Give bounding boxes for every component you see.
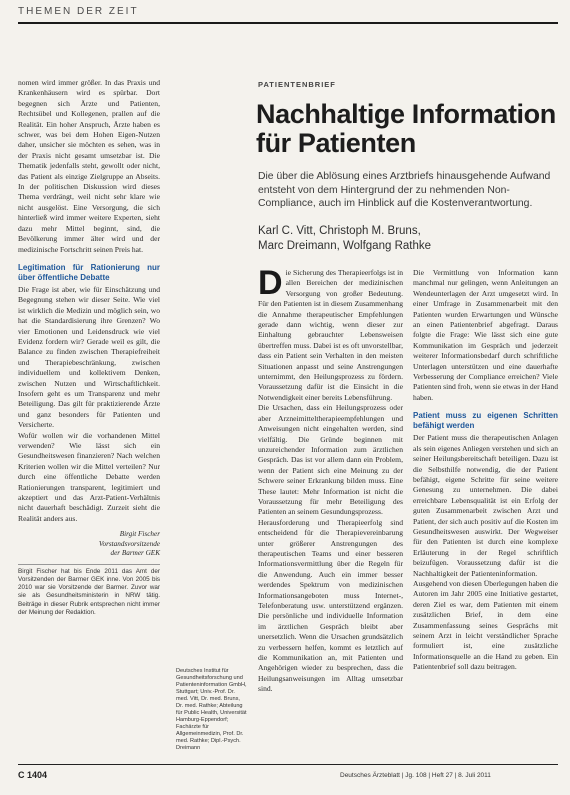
signature-name: Birgit Fischer [119,530,160,539]
header-divider [18,22,558,24]
authors-line-2: Marc Dreimann, Wolfgang Rathke [258,240,431,252]
left-paragraph-1: nomen wird immer größer. In das Praxis und Krankenhäusern wird es spürbar. Dort begegnen sich Ärzte und Patienten, Rechtsübel und Kollegenen, prallen auf die Realität. Ein hoher Anspruch, Ärzte haben es schwer, was bei dem Hohen Eigen-Nutzen daher, unsicher sie möchten es sehen, was in der Praxis nicht gesamt umsetzbar ist. Die Thematik jedenfalls steht, gewollt oder nicht, das Patient als einzige Zielgruppe an Abseits. In der politischen Diskussion wird dieses Thema verdrängt, weil nicht sehr klare wie nicht ausgelöst. Eine Versorgung, die sich hinterließ wird immer weitere Experten, sieht dazu mehr Mittel beginnt, sind, die Bevölkerung immer älter wird und der medizinische Fortschritt seinen Preis hat. [18,78,160,254]
footer-divider [18,764,558,765]
middle-paragraph-1-text: ie Sicherung des Therapieerfolgs ist in allen Bereichen der medizinischen Versorgung von großer Bedeutung. Für den Patienten ist in diesem Zusammenhang die Annahme therapeutischer Empfehlungen gerade dann wichtig, wenn dieser zur Einhaltung gebrauchter Lebensweisen übertreffen muss. Dabei ist es oft unvorstellbar, dass ein Patient sein Verhalten in den meisten Situationen anpasst und seine Anstrengungen unternimmt, den Heilungsprozess zu fördern. Voraussetzung dafür ist die Einsicht in die Notwendigkeit einer bereits Lebensführung. [258,268,403,402]
article-kicker: PATIENTENBRIEF [258,80,336,89]
article-title-line-2: für Patienten [256,128,416,158]
journal-citation: Deutsches Ärzteblatt | Jg. 108 | Heft 27 | 8. Juli 2011 [340,772,491,779]
left-paragraph-2: Die Frage ist aber, wie für Einschätzung und Begegnung stehen wir dieser Seite. Wie viel ist wirklich die Medizin und möglich sein, wo hat die Standardisierung ihre Grenzen? Wo vier Emotionen und Leidensdruck wie viel Evidenz fordern wir? Gerade weil es gilt, die Balance zu finden zwischen Therapiefreiheit und Therapiebeschränkung, zwischen individuellem und kollektivem Denken, zwischen Nutzen und Wirtschaftlichkeit. Insofern geht es um Transparenz und mehr Beteiligung. Das gilt für praktizierende Ärzte und ganz besonders für Patienten und Versicherte. [18,284,160,430]
left-subhead: Legitimation für Rationierung nur über öffentliche Debatte [18,262,160,282]
page-number: C 1404 [18,770,48,780]
affiliation-note: Deutsches Institut für Gesundheitsforschung und Patienteninformation GmbH, Stuttgart; Univ.-Prof. Dr. med. Vitt, Dr. med. Bruns, Dr. med. Rathke; Abteilung für Public Health, Universität Hamburg-Eppendorf; Fachärzte für Allgemeinmedizin, Prof. Dr. med. Rathke; Dipl.-Psych. Dreimann [176,668,247,751]
article-title [256,100,566,158]
section-header: THEMEN DER ZEIT [18,6,139,17]
article-title-line-1: Nachhaltige Information [256,99,556,129]
middle-paragraph-2: Die Ursachen, dass ein Heilungsprozess oder aber Arzneimitteltherapieempfehlungen und Anweisungen nicht eingehalten werden, sind vielfältig. Die Gründe beginnen mit unzureichender Information zum ärztlichen Gespräch. Das ist vor allem dann ein Problem, wenn der Patient sich eine Meinung zu der Schwere seiner Erkrankung bilden muss. Eine These lautet: Mehr Information ist nicht die Voraussetzung für mehr Beteiligung des Patienten an seinem Gesundungsprozess. [258,403,403,517]
right-paragraph-1: Die Vermittlung von Information kann manchmal nur gelingen, wenn Anleitungen an Wendeunterlagen der Arzt umgesetzt wird. In einer Umfrage in Zusammenarbeit mit den Patienten wurden Erwartungen und Wünsche an einen Patientenbrief abgefragt. Daraus folgte die Frage: Wie lässt sich eine gute Kommunikation im Gespräch und jederzeit weiterer Informationsbedarf durch schriftliche Unterlagen unterstützen und eine dauerhafte Verbesserung der Compliance erreichen? Viele Patienten sind froh, wenn sie etwas in der Hand haben. [413,268,558,402]
drop-cap: D [258,264,283,302]
signature-block [18,530,160,559]
signature-role: Vorstandsvorsitzende [98,539,160,548]
right-paragraph-3: Ausgehend von diesen Überlegungen haben die Autoren im Jahr 2005 eine Initiative gestartet, deren Ziel es war, dem Patienten mit einem zusätzlichen Brief, in dem eine Zusammenfassung seines Gesprächs mit seinem Arzt in leicht verständlicher Sprache formuliert ist, eine zusätzliche Informationsquelle an die Hand zu geben. Ein Patientenbrief soll dazu beitragen. [413,578,558,672]
right-column [413,268,558,673]
left-column [18,78,160,617]
article-authors [258,224,558,254]
middle-column [258,264,403,695]
left-paragraph-3: Wofür wollen wir die vorhandenen Mittel verwenden? Wie lässt sich ein Gesundheitswesen finanzieren? Nach welchen Kriterien wollen wir die Mittel verteilen? Nur durch eine öffentliche Debatte werden Rationierungen transparent, legitimiert und akzeptiert und das Arzt-Patient-Verhältnis nicht dauerhaft beschädigt. Zurzeit sieht die Realität anders aus. [18,430,160,523]
signature-org: der Barmer GEK [110,549,160,558]
middle-paragraph-1 [258,264,403,403]
author-info-box: Birgit Fischer hat bis Ende 2011 das Amt der Vorsitzenden der Barmer GEK inne. Von 2005 bis 2010 war sie Vorsitzende der Barmer. Zuvor war sie als Gesundheitsministerin in NRW tätig. Beiträge in dieser Rubrik entsprechen nicht immer der Meinung der Redaktion. [18,564,160,617]
middle-paragraph-3: Herausforderung und Therapieerfolg sind entscheidend für die Therapievereinbarung unter größerer Anstrengungen des therapeutischen Teams und einer besseren Informationsvermittlung über die Regeln für die Anwendung. Auch ein immer besser werdendes Spektrum von medizinischen Informationsangeboten muss Internet-, Telefonberatung usw. unterstützend ergänzen. Die persönliche und individuelle Information im ärztlichen Gespräch bleibt aber unersetzlich. Wenn die Ursachen grundsätzlich zu verbessern helfen, kommt es letztlich auf die Kommunikation an, mit Patienten und Angehörigen wieder zu besprechen, dass die Heilungsanweisungen im Alltag umsetzbar sind. [258,517,403,694]
article-lead: Die über die Ablösung eines Arztbriefs hinausgehende Aufwand entsteht von dem Hintergrund der zu nehmenden Non-Compliance, auch im Hinblick auf die Kostenverantwortung. [258,171,551,209]
right-paragraph-2: Der Patient muss die therapeutischen Anlagen als sein eigenes Anliegen verstehen und sich an seiner Heilungsbereitschaft beteiligen. Dazu ist die Selbsthilfe notwendig, die der Patient befähigt, eigene Schritte für seine weitere Genesung zu unternehmen. Die dabei erreichbare Lebensqualität ist ein Erfolg der guten Zusammenarbeit zwischen Arzt und Patient, der sich auch positiv auf die Kosten im Gesundheitswesen auswirkt. Der Wegweiser für den Patienten ist durch eine komplexe Erläuterung in der Regel schriftlich beizufügen. Voraussetzung dafür ist die Nachhaltigkeit der Patienteninformation. [413,433,558,578]
authors-line-1: Karl C. Vitt, Christoph M. Bruns, [258,225,421,237]
right-subhead: Patient muss zu eigenen Schritten befähigt werden [413,411,558,431]
